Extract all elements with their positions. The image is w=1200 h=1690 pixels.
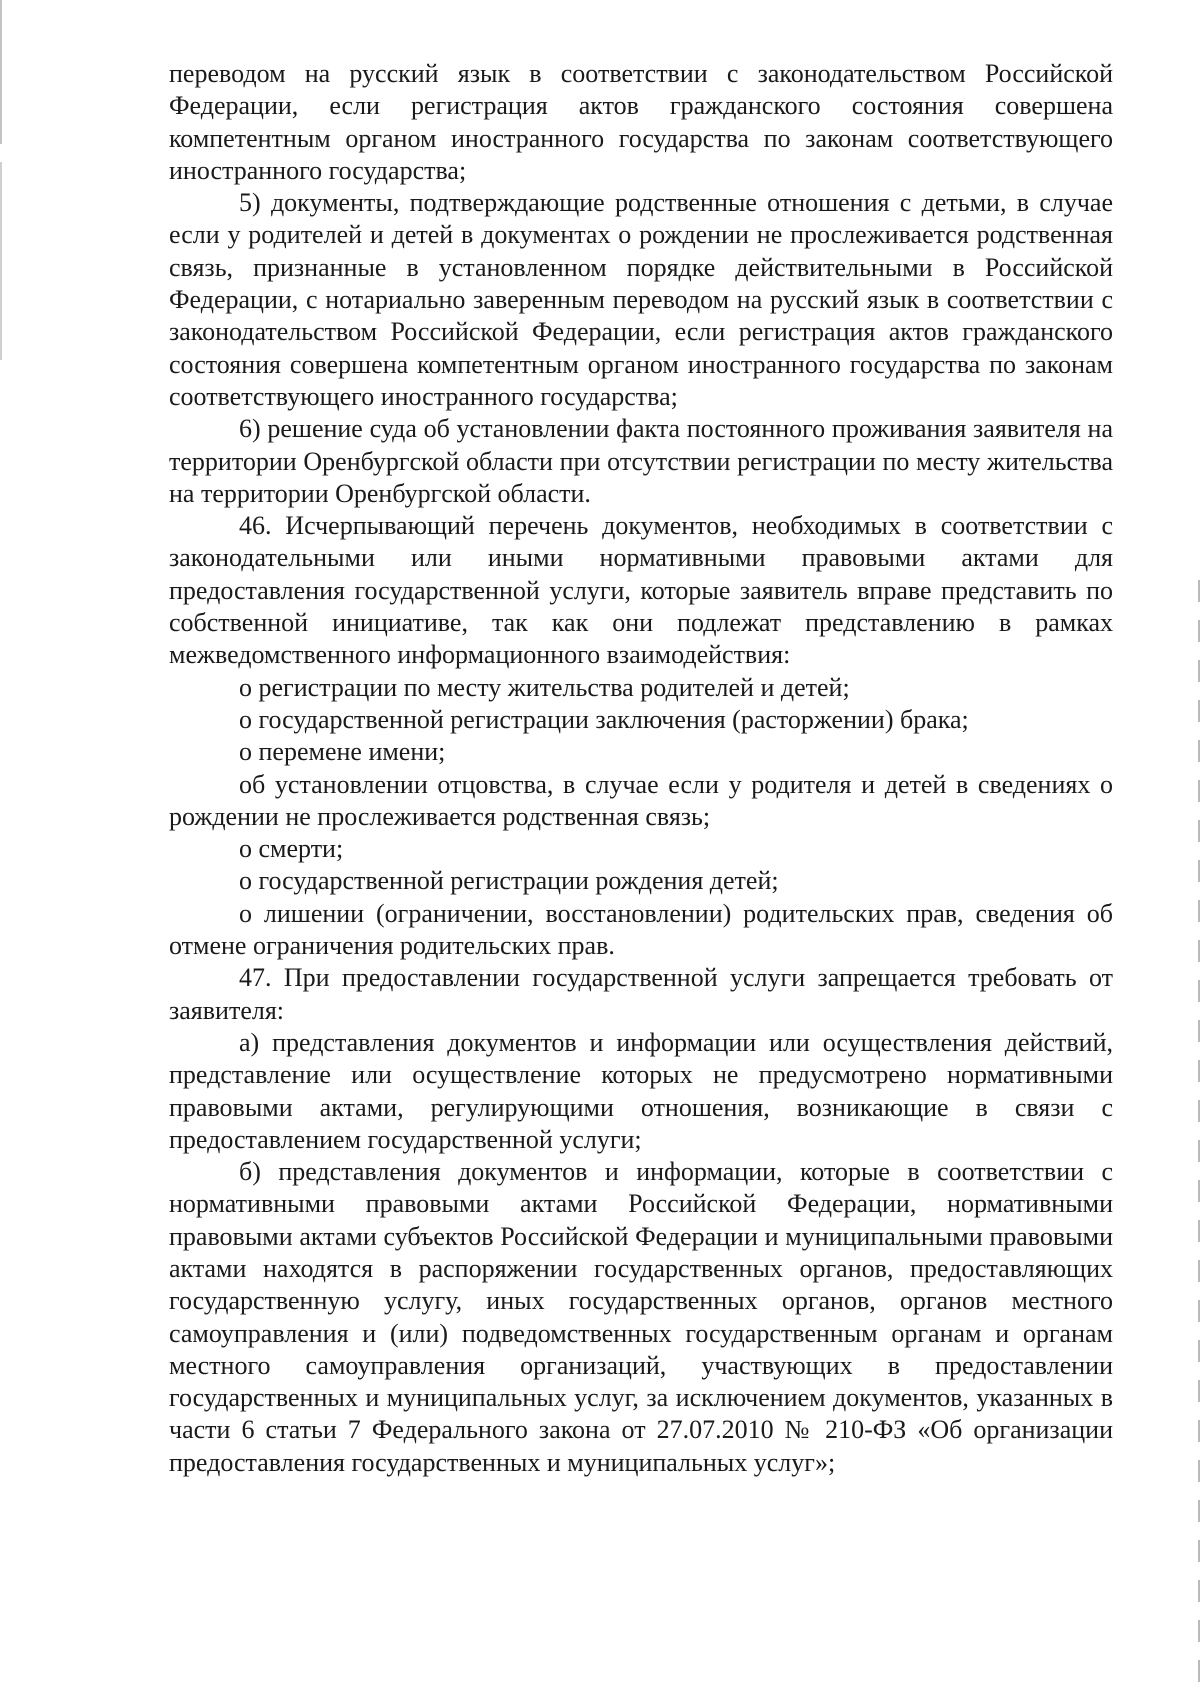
list-item-name-change: о перемене имени; xyxy=(239,737,446,767)
list-item-birth: о государственной регистрации рождения детей; xyxy=(239,866,779,896)
list-item-marriage: о государственной регистрации заключения (расторжении) брака; xyxy=(239,704,969,734)
list-item-parental-rights: о лишении (ограничении, восстановлении) родительских прав, сведения об отмене ограничения родительских прав. xyxy=(169,898,1113,961)
paragraph-section-46: 46. Исчерпывающий перечень документов, необходимых в соответствии с законодательными или иными нормативными правовыми актами для предоставления государственной услуги, которые заявитель вправе представить по собственной инициативе, так как они подлежат представлению в рамках межведомственного информационного взаимодействия: xyxy=(169,511,1113,670)
list-item-death: о смерти; xyxy=(239,834,344,864)
paragraph-continuation: переводом на русский язык в соответствии с законодательством Российской Федерации, если регистрация актов гражданского состояния совершена компетентным органом иностранного государства по законам соответствующего иностранного государства; xyxy=(169,59,1113,185)
paragraph-item-b: б) представления документов и информации, которые в соответствии с нормативными правовыми актами Российской Федерации, нормативными правовыми актами субъектов Российской Федерации и муниципальными правовыми актами находятся в распоряжении государственных органов, предоставляющих государственную услугу, иных государственных органов, органов местного самоуправления и (или) подведомственных государственным органам и органам местного самоуправления организаций, участвующих в предоставлении государственных и муниципальных услуг, за исключением документов, указанных в части 6 статьи 7 Федерального закона от 27.07.2010 № 210-ФЗ «Об организации предоставления государственных и муниципальных услуг»; xyxy=(169,1157,1113,1477)
paragraph-item-a: а) представления документов и информации или осуществления действий, представление или осуществление которых не предусмотрено нормативными правовыми актами, регулирующими отношения, возникающие в связи с предоставлением государственной услуги; xyxy=(169,1027,1113,1154)
paragraph-item-5: 5) документы, подтверждающие родственные отношения с детьми, в случае если у родителей и детей в документах о рождении не прослеживается родственная связь, признанные в установленном порядке действительными в Российской Федерации, с нотариально заверенным переводом на русский язык в соответствии с законодательством Российской Федерации, если регистрация актов гражданского состояния совершена компетентным органом иностранного государства по законам соответствующего иностранного государства; xyxy=(169,188,1113,411)
document-page xyxy=(169,58,1113,1479)
list-item-paternity: об установлении отцовства, в случае если у родителя и детей в сведениях о рождении не прослеживается родственная связь; xyxy=(169,769,1113,831)
scan-edge-left xyxy=(0,0,2,360)
paragraph-item-6: 6) решение суда об установлении факта постоянного проживания заявителя на территории Оренбургской области при отсутствии регистрации по месту жительства на территории Оренбургской области. xyxy=(169,414,1113,508)
paragraph-section-47: 47. При предоставлении государственной услуги запрещается требовать от заявителя: xyxy=(169,963,1113,1025)
list-item-registration: о регистрации по месту жительства родителей и детей; xyxy=(239,672,850,702)
